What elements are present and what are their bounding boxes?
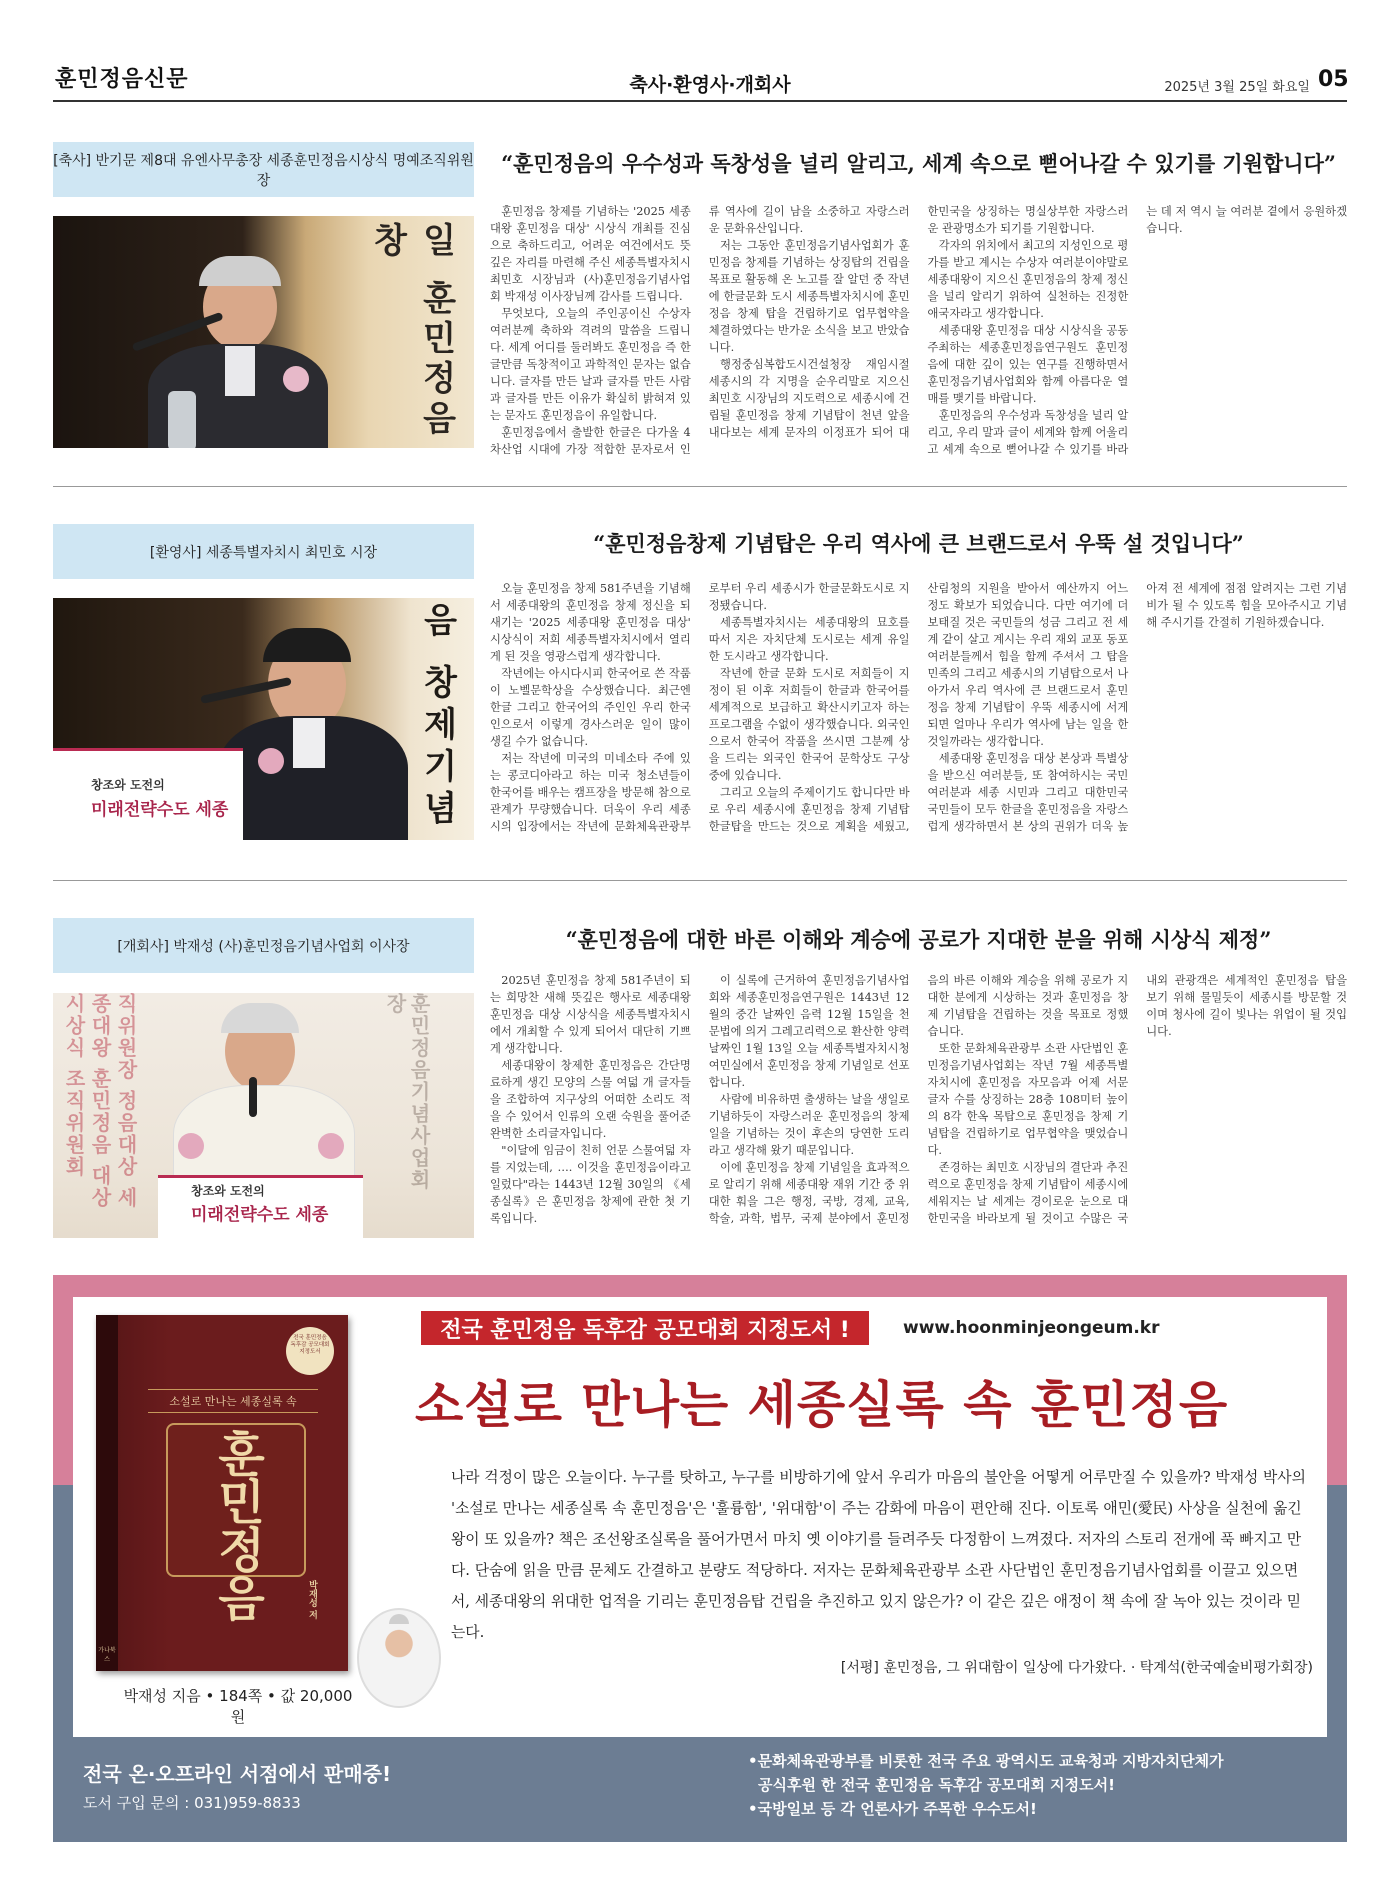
- article-label-opening: [개회사] 박재성 (사)훈민정음기념사업회 이사장: [53, 918, 474, 973]
- section-title: 축사·환영사·개회사: [629, 74, 791, 96]
- page-number: 05: [1318, 67, 1349, 92]
- article-headline-congrats: “훈민정음의 우수성과 독창성을 널리 알리고, 세계 속으로 뻗어나갈 수 있기를 기원합니다”: [501, 151, 1336, 176]
- ad-book-price: 박재성 지음 • 184쪽 • 값 20,000원: [123, 1687, 353, 1726]
- photo-banner-text-left: 직위원장 정음대상 세종대왕 훈민정음 대상시상식 조직위원회: [62, 993, 138, 1209]
- newspaper-name: 훈민정음신문: [55, 67, 189, 92]
- book-publisher: 가나북스: [98, 1647, 116, 1663]
- photo-choi-min-ho: [53, 598, 474, 840]
- photo-ban-ki-moon: [53, 216, 474, 448]
- book-cover: [96, 1315, 348, 1671]
- ad-purchase-contact: 도서 구입 문의 : 031)959-8833: [83, 1794, 301, 1812]
- podium-slogan-small: 창조와 도전의: [91, 778, 165, 792]
- article-headline-opening: “훈민정음에 대한 바른 이해와 계승에 공로가 지대한 분을 위해 시상식 제정”: [565, 927, 1272, 952]
- ad-designated-book-tag: 전국 훈민정음 독후감 공모대회 지정도서 !: [421, 1311, 869, 1345]
- ad-book-review-credit: [서평] 훈민정음, 그 위대함이 일상에 다가왔다. · 탁계석(한국예술비평가회장): [840, 1660, 1313, 1676]
- article-body-welcome: 오늘 훈민정음 창제 581주년을 기념해서 세종대왕의 훈민정음 창제 정신을 되새기는 '2025 세종대왕 훈민정음 대상' 시상식이 저희 세종특별자치시에서 열리게 된 것을 영광스럽게 생각합니다. 작년에는 아시다시피 한국어로 쓴 작품이 노벨문학상을 수상했습니다. 최근엔 한글 그리고 한국어의 주인인 우리 한국인으로서 이렇게 경사스러운 일이 많이 생길 수가 없습니다. 저는 작년에 미국의 미네소타 주에 있는 콩코디아라고 하는 미국 청소년들이 한국어를 배우는 캠프장을 방문해 참으로 관계가 무량했습니다. 더욱이 우리 세종 시의 입장에서는 작년에 문화체육관광부로부터 우리 세종시가 한글문화도시로 지정됐습니다. 세종특별자치시는 세종대왕의 묘호를 따서 지은 자치단체 도시로는 세계 유일한 도시라고 생각합니다. 작년에 한글 문화 도시로 저희들이 지정이 된 이후 저희들이 한글과 한국어를 세계적으로 보급하고 확산시키고자 하는 프로그램을 수없이 생각했습니다. 외국인으로서 한국어 작품을 쓰시면 그분께 상을 드리는 외국인 한국어 문학상도 구상중에 있습니다. 그리고 오늘의 주제이기도 합니다만 바로 우리 세종시에 훈민정음 창제 기념탑 한글탑을 만드는 것으로 계획을 세웠고, 산림청의 지원을 받아서 예산까지 어느 정도 확보가 되었습니다. 다만 여기에 더 보태질 것은 국민들의 성금 그리고 전 세계 같이 살고 계시는 우리 재외 교포 동포 여러분들께서 힘을 함께 주셔서 그 탑을 민족의 그리고 세종시의 기념탑으로서 나아가서 우리 역사에 큰 브랜드로서 훈민정음 창제 기념탑이 우뚝 세종시에 서게 되면 얼마나 우리가 역사에 남는 일을 한 것일까라는 생각합니다. 세종대왕 훈민정음 대상 본상과 특별상을 받으신 여러분들, 또 참여하시는 국민 여러분과 세종 시민과 그리고 대한민국 국민들이 모두 한글을 훈민정음을 자랑스럽게 생각하면서 본 상의 권위가 더욱 높아져 전 세계에 점점 알려지는 그런 기념비가 될 수 있도록 힘을 모아주시고 기념해 주시기를 간절히 기원하겠습니다.: [490, 582, 1347, 833]
- book-cover-subtitle: 소설로 만나는 세종실록 속: [148, 1389, 318, 1413]
- ad-book-title: 소설로 만나는 세종실록 속 훈민정음: [415, 1376, 1229, 1434]
- ad-sales-notice: 전국 온·오프라인 서점에서 판매중!: [83, 1762, 392, 1786]
- article-body-opening: 2025년 훈민정음 창제 581주년이 되는 희망찬 새해 뜻깊은 행사로 세종대왕 훈민정음 대상 시상식을 세종특별자치시에서 개최할 수 있게 되어서 대단히 기쁘게 생각합니다. 세종대왕이 창제한 훈민정음은 간단명료하게 생긴 모양의 스물 여덟 개 글자들을 조합하여 지구상의 어떠한 소리도 적을 수 있어서 인류의 오랜 숙원을 풀어준 완벽한 소리글자입니다. "이달에 임금이 친히 언문 스물여덟 자를 지었는데, …. 이것을 훈민정음이라고 일렀다"라는 1443년 12월 30일의 《세종실록》은 훈민정음 창제에 관한 첫 기록입니다. 이 실록에 근거하여 훈민정음기념사업회와 세종훈민정음연구원은 1443년 12월의 중간 날짜인 음력 12월 15일을 천문법에 의거 그레고리력으로 환산한 양력 날짜인 1월 13일 오늘 세종특별자치시청 여민실에서 훈민정음 창제 기념일로 선포합니다. 사람에 비유하면 출생하는 날을 생일로 기념하듯이 자랑스러운 훈민정음의 창제일을 기념하는 것이 후손의 당연한 도리라고 생각해 왔기 때문입니다. 이에 훈민정음 창제 기념일을 효과적으로 알리기 위해 세종대왕 재위 기간 중 위대한 훠을 그은 행정, 국방, 경제, 교육, 학술, 과학, 법무, 국제 분야에서 훈민정음의 바른 이해와 계승을 위해 공로가 지대한 분에게 시상하는 것과 훈민정음 창제 기념탑을 건립하는 것을 목표로 정했습니다. 또한 문화체육관광부 소관 사단법인 훈민정음기념사업회는 작년 7월 세종특별자치시에 훈민정음 자모음과 어제 서문 글자 수를 상징하는 28층 108미터 높이의 8각 한옥 목탑으로 훈민정음 창제 기념탑을 건립하기로 업무협약을 맺었습니다. 존경하는 최민호 시장님의 결단과 추진력으로 훈민정음 창제 기념탑이 세종시에 세워지는 날 세계는 경이로운 눈으로 대한민국을 바라보게 될 것이고 수많은 국내외 관광객은 세계적인 훈민정음 탑을 보기 위해 물밀듯이 세종시를 방문할 것이며 청사에 길이 빛나는 위업이 될 것입니다.: [490, 974, 1347, 1225]
- book-advertisement: [53, 1275, 1347, 1842]
- photo-banner-text-right: 훈민정음기념사업회장: [383, 993, 431, 1191]
- podium-slogan-small: 창조와 도전의: [191, 1184, 265, 1198]
- book-cover-title: 훈민정음: [209, 1429, 265, 1621]
- header-rule: [53, 100, 1347, 102]
- book-cover-badge: 전국 훈민정음 독후감 공모대회 지정도서: [286, 1327, 334, 1375]
- article-headline-welcome: “훈민정음창제 기념탑은 우리 역사에 큰 브랜드로서 우뚝 설 것입니다”: [593, 531, 1244, 556]
- book-cover-author: 박재성 저: [307, 1580, 317, 1620]
- photo-banner-text: 일 훈민정음 창: [367, 222, 456, 440]
- ad-website-link[interactable]: www.hoonminjeongeum.kr: [903, 1318, 1160, 1338]
- photo-banner-text: 음 창제기념: [417, 602, 457, 832]
- podium-slogan: 미래전략수도 세종: [91, 800, 229, 820]
- article-label-welcome: [환영사] 세종특별자치시 최민호 시장: [53, 524, 474, 579]
- article-body-congrats: 훈민정음 창제를 기념하는 '2025 세종대왕 훈민정음 대상' 시상식 개최를 진심으로 축하드리고, 어려운 여건에서도 뜻깊은 자리를 마련해 주신 세종특별자치시 최민호 시장님과 (사)훈민정음기념사업회 박재성 이사장님께 감사를 드립니다. 무엇보다, 오늘의 주인공이신 수상자 여러분께 축하와 격려의 말씀을 드립니다. 세계 어디를 둘러봐도 훈민정음 즉 한글만큼 독창적이고 과학적인 문자는 없습니다. 글자를 만든 날과 글자를 만든 사람과 글자를 만든 이유가 확실히 밝혀져 있는 문자도 훈민정음이 유일합니다. 훈민정음에서 출발한 한글은 다가올 4차산업 시대에 가장 적합한 문자로서 인류 역사에 길이 남을 소중하고 자랑스러운 문화유산입니다. 저는 그동안 훈민정음기념사업회가 훈민정음 창제를 기념하는 상징탑의 건립을 목표로 활동해 온 노고를 잘 알던 중 작년에 한글문화 도시 세종특별자치시에 훈민정음 창제 탑을 건립하기로 업무협약을 체결하였다는 반가운 소식을 보고 반았습니다. 행정중심복합도시건설청장 재임시절 세종시의 각 지명을 순우리말로 지으신 최민호 시장님의 지도력으로 세종시에 건립될 훈민정음 창제 기념탑이 천년 앞을 내다보는 세계 문자의 이정표가 되어 대한민국을 상징하는 명실상부한 자랑스러운 관광명소가 되기를 기원합니다. 각자의 위치에서 최고의 지성인으로 평가를 받고 계시는 수상자 여러분이야말로 세종대왕이 지으신 훈민정음의 창제 정신을 널리 알리기 위하여 실천하는 진정한 애국자라고 생각합니다. 세종대왕 훈민정음 대상 시상식을 공동 주최하는 세종훈민정음연구원도 훈민정음에 대한 깊이 있는 연구를 진행하면서 훈민정음기념사업회와 함께 아름다운 열매를 맺기를 바랍니다. 훈민정음의 우수성과 독창성을 널리 알리고, 우리 말과 글이 세계와 함께 어울리고 세계 속으로 뻗어나갈 수 있기를 바라는 데 저 역시 늘 여러분 곁에서 응원하겠습니다.: [490, 205, 1347, 456]
- section-divider: [53, 880, 1347, 881]
- issue-date: 2025년 3월 25일 화요일: [1164, 80, 1310, 95]
- ad-book-description: 나라 걱정이 많은 오늘이다. 누구를 탓하고, 누구를 비방하기에 앞서 우리가 마음의 불안을 어떻게 어루만질 수 있을까? 박재성 박사의 '소설로 만나는 세종실록 속 훈민정음'은 '훌륭함', '위대함'이 주는 감화에 마음이 편안해 진다. 이토록 애민(愛民) 사상을 실천에 옮긴 왕이 또 있을까? 책은 조선왕조실록을 풀어가면서 마치 옛 이야기를 들려주듯 다정함이 느껴졌다. 저자의 스토리 전개에 푹 빠지고 만다. 단숨에 읽을 만큼 문체도 간결하고 분량도 적당하다. 저자는 문화체육관광부 소관 사단법인 훈민정음기념사업회를 이끌고 있으면서, 세종대왕의 위대한 업적을 기리는 훈민정음탑 건립을 추진하고 있지 않은가? 이 같은 깊은 애정이 책 속에 잘 녹아 있는 것이라 믿는다.: [451, 1469, 1306, 1641]
- author-avatar: [357, 1608, 441, 1708]
- section-divider: [53, 486, 1347, 487]
- podium-slogan: 미래전략수도 세종: [191, 1205, 329, 1225]
- article-label-congrats: [축사] 반기문 제8대 유엔사무총장 세종훈민정음시상식 명예조직위원장: [53, 142, 474, 197]
- photo-park-jae-sung: [53, 993, 474, 1238]
- ad-endorsement-notes: •문화체육관광부를 비롯한 전국 주요 광역시도 교육청과 지방자치단체가 공식후원 한 전국 훈민정음 독후감 공모대회 지정도서! •국방일보 등 각 언론사가 주목한 우수도서!: [748, 1752, 1224, 1818]
